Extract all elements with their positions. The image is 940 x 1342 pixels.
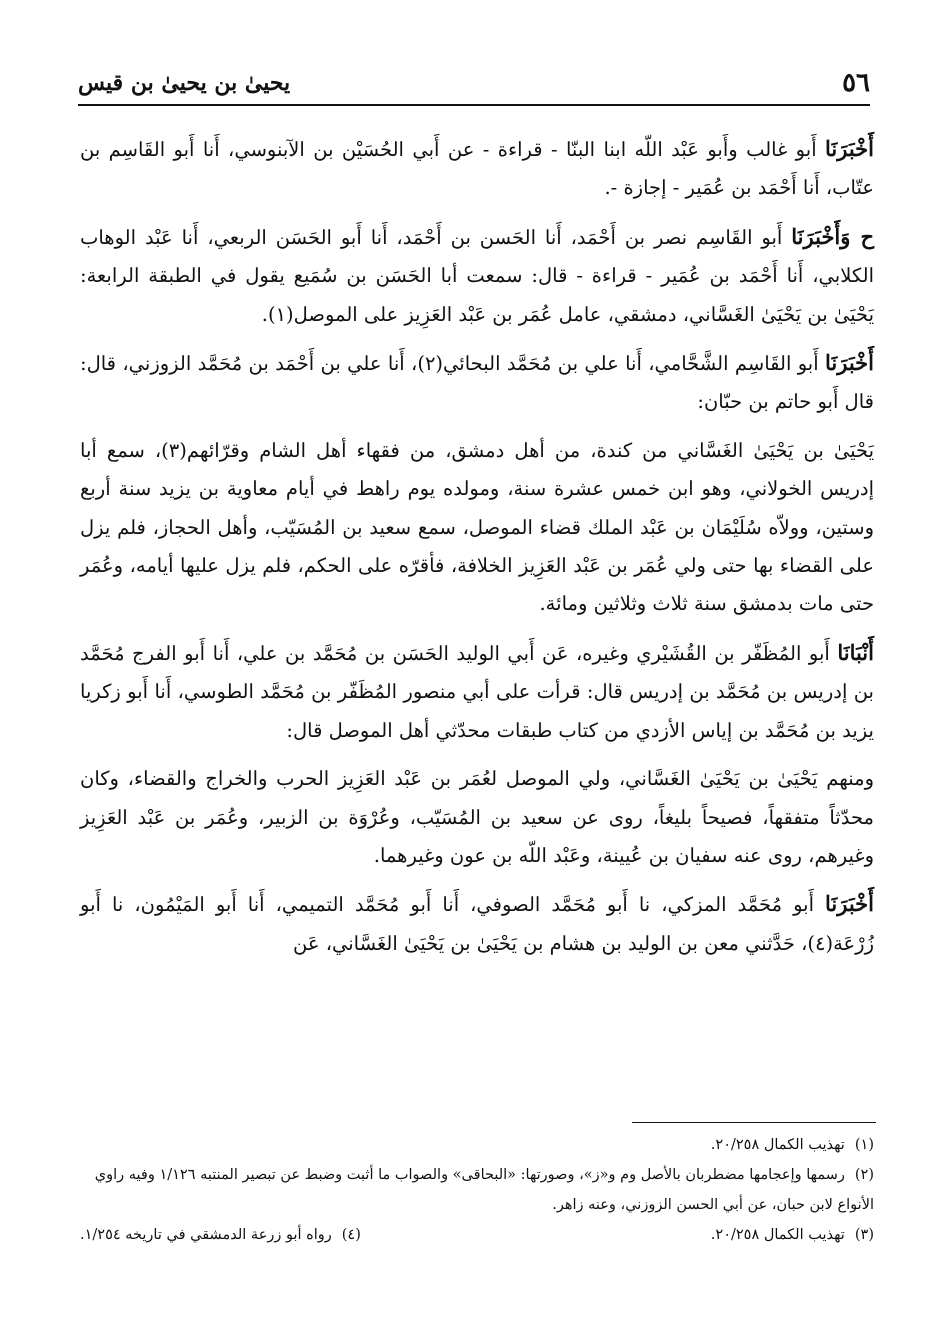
paragraph-7	[80, 885, 874, 963]
footnote-row	[80, 1220, 874, 1250]
footnotes	[80, 1130, 874, 1250]
isnad-lead: أَخْبَرَنَا	[825, 350, 874, 376]
footnote-number: (١)	[854, 1137, 874, 1153]
footnote-number: (٣)	[854, 1227, 874, 1243]
running-title: يحيىٰ بن يحيىٰ بن قيس	[78, 70, 291, 96]
footnote-1	[80, 1130, 874, 1160]
paragraph-6	[80, 760, 874, 875]
paragraph-text: أَبو المُظَفّر بن القُشَيْري وغيره، عَن أَبي الوليد الحَسَن بن مُحَمَّد بن علي، أَنا أَبو الفرج مُحَمَّد بن إدريس بن مُحَمَّد بن إدريس قال: قرأت على أبي منصور المُظَفّر بن مُحَمَّد الطوسي، أَنا أَبو زكريا يزيد بن مُحَمَّد بن إياس الأزدي من كتاب طبقات محدّثي أهل الموصل قال:	[80, 641, 874, 742]
isnad-lead: أَخْبَرَنَا	[825, 136, 874, 161]
footnote-number: (٢)	[854, 1167, 874, 1183]
footnote-text: تهذيب الكمال ٢٠/٢٥٨.	[710, 1227, 845, 1243]
isnad-lead: أَنْبَانَا	[837, 639, 874, 665]
paragraph-5	[80, 634, 874, 750]
paragraph-text: أَبو غالب وأَبو عَبْد اللّه ابنا البنّا - قراءة - عن أَبي الحُسَيْن بن الآبنوسي، أَنا أَبو القَاسِم بن عتّاب، أَنا أَحْمَد بن عُمَير - إجازة -.	[80, 138, 874, 200]
footnote-3	[711, 1220, 874, 1250]
footnote-divider	[632, 1122, 876, 1123]
footnote-number: (٤)	[341, 1227, 361, 1243]
footnote-4	[80, 1220, 361, 1250]
isnad-lead: ح وَأَخْبَرَنَا	[791, 223, 874, 249]
paragraph-text: ومنهم يَحْيَىٰ بن يَحْيَىٰ الغَسَّاني، ولي الموصل لعُمَر بن عَبْد العَزِيز الحرب والخراج والقضاء، وكان محدّثاً متفقهاً، فصيحاً بليغاً، روى عن سعيد بن المُسَيّب، وعُرْوَة بن الزبير، وعُمَر بن عَبْد العَزِيز وغيرهم، روى عنه سفيان بن عُيينة، وعَبْد اللّه بن عون وغيرهما.	[80, 767, 874, 867]
footnote-2	[80, 1160, 874, 1220]
paragraph-text: أَبو مُحَمَّد المزكي، نا أَبو مُحَمَّد الصوفي، أَنا أَبو مُحَمَّد التميمي، أَنا أَبو المَيْمُون، نا أَبو زُرْعَة(٤)، حَدَّثني معن بن الوليد بن هشام بن يَحْيَىٰ بن يَحْيَىٰ الغَسَّاني، عَن	[80, 893, 874, 955]
footnote-text: رسمها وإعجامها مضطربان بالأصل وم و«ز»، وصورتها: «البحاقى» والصواب ما أثبت وضبط عن تبصير المنتبه ١/١٢٦ وفيه راوي الأنواع لابن حبان، عن أبي الحسن الزوزني، وعنه زاهر.	[94, 1167, 874, 1213]
paragraph-text: أَبو القَاسِم نصر بن أَحْمَد، أَنا الحَسن بن أَحْمَد، أَنا أَبو الحَسَن الربعي، أَنا عَبْد الوهاب الكلابي، أَنا أَحْمَد بن عُمَير - قراءة - قال: سمعت أبا الحَسَن بن سُمَيع يقول في الطبقة الرابعة: يَحْيَىٰ بن يَحْيَىٰ الغَسَّاني، دمشقي، عامل عُمَر بن عَبْد العَزِيز على الموصل(١).	[80, 225, 874, 326]
paragraph-text: يَحْيَىٰ بن يَحْيَىٰ الغَسَّاني من كندة، من أهل دمشق، من فقهاء أهل الشام وقرّائهم(٣)، سمع أبا إدريس الخولاني، وهو ابن خمس عشرة سنة، ومولده يوم راهط في أيام معاوية بن يزيد سنة أربع وستين، وولاّه سُلَيْمَان بن عَبْد الملك قضاء الموصل، سمع سعيد بن المُسَيّب، وأهل الحجاز، فلم يزل على القضاء بها حتى ولي عُمَر بن عَبْد العَزِيز الخلافة، فأقرّه على الحكم، فلم يزل عليها أيامه، وعُمَر حتى مات بدمشق سنة ثلاث وثلاثين ومائة.	[80, 438, 874, 616]
isnad-lead: أَخْبَرَنَا	[825, 891, 874, 917]
footnote-text: رواه أبو زرعة الدمشقي في تاريخه ١/٢٥٤.	[80, 1227, 332, 1243]
paragraph-4	[80, 432, 874, 624]
paragraph-1	[80, 130, 874, 208]
paragraph-2	[80, 218, 874, 334]
page-number: ٥٦	[842, 68, 870, 98]
paragraph-text: أَبو القَاسِم الشَّحَّامي، أَنا علي بن مُحَمَّد البحائي(٢)، أَنا علي بن أَحْمَد بن مُحَمَّد الزوزني، قال: قال أَبو حاتم بن حبّان:	[80, 352, 874, 414]
paragraph-3	[80, 344, 874, 422]
main-text	[80, 130, 874, 973]
page-header	[78, 62, 870, 106]
footnote-text: تهذيب الكمال ٢٠/٢٥٨.	[710, 1137, 845, 1153]
